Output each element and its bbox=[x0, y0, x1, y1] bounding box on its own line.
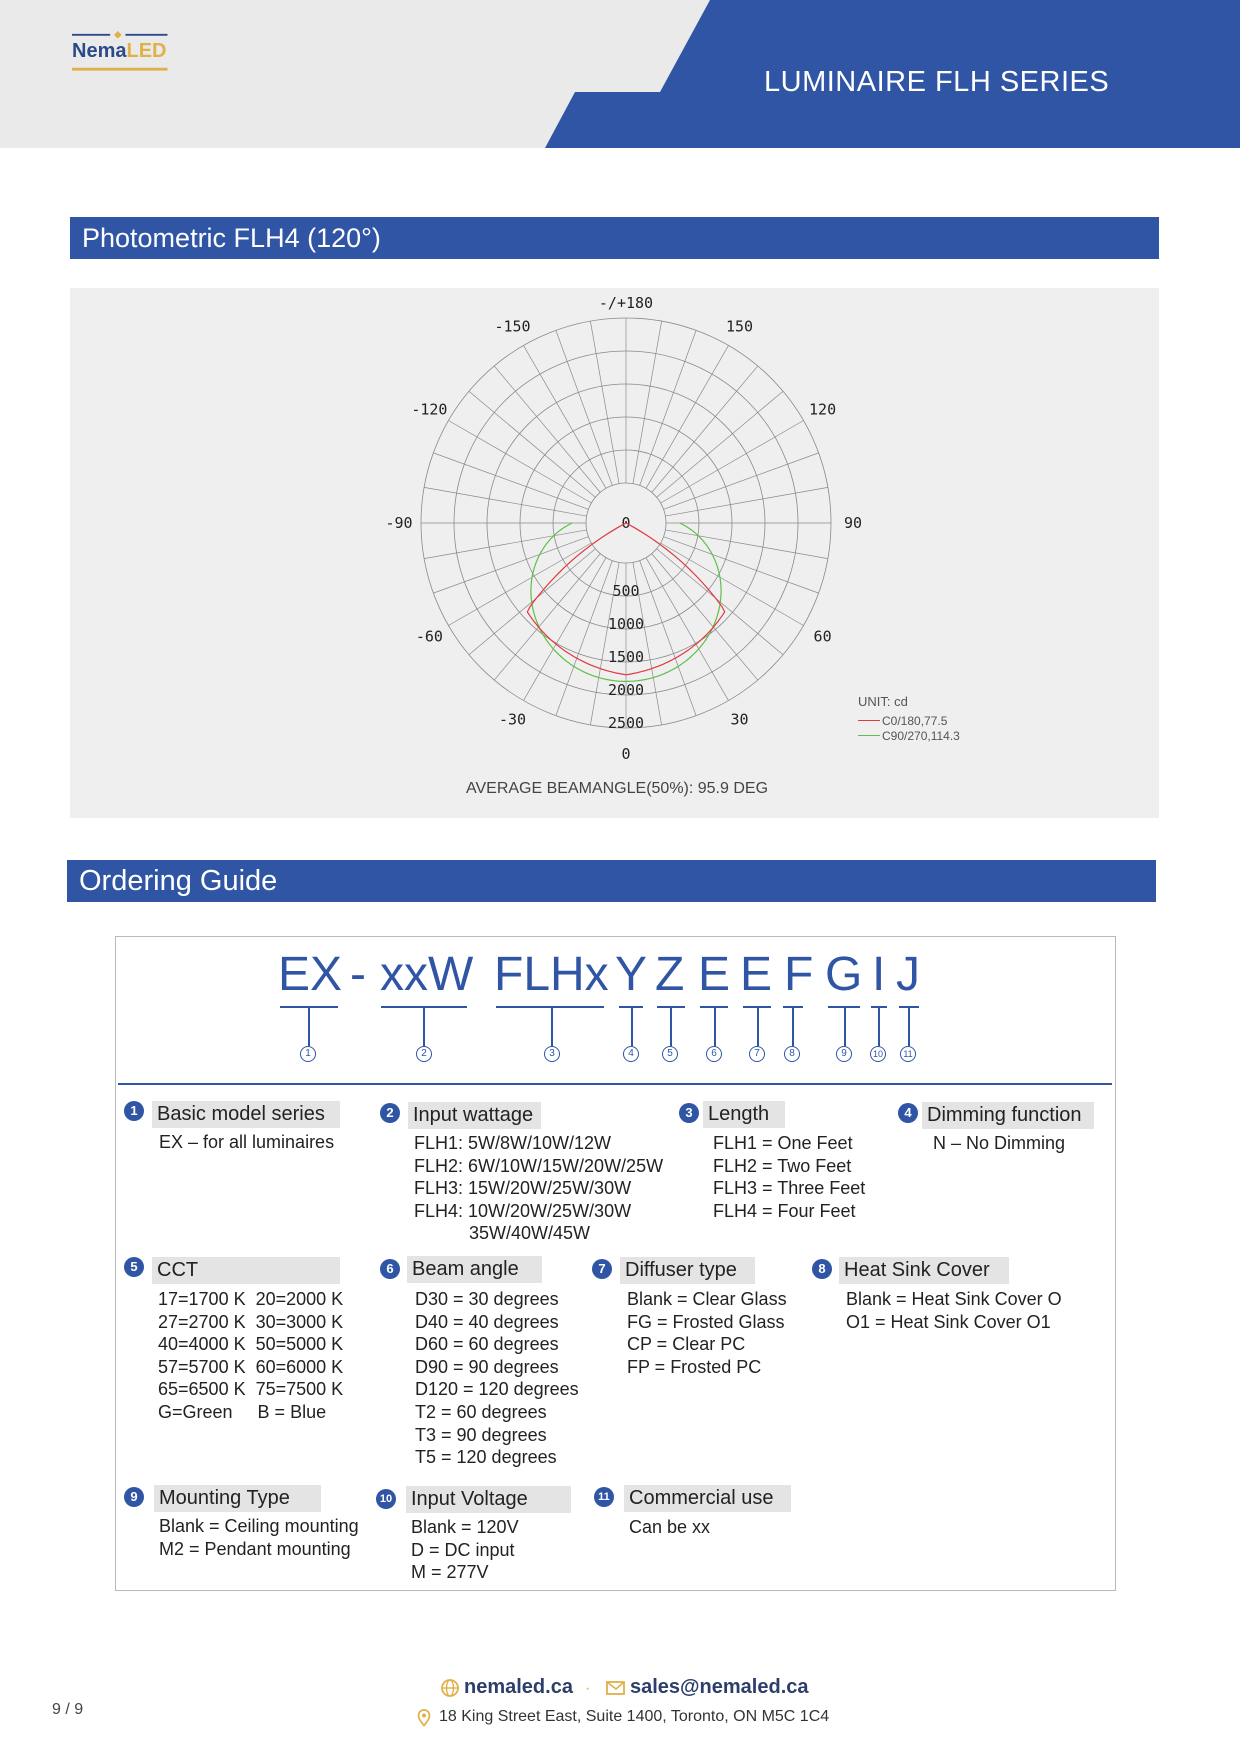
section-number-3: 3 bbox=[679, 1103, 699, 1123]
section-title-beam-angle: Beam angle bbox=[407, 1256, 542, 1283]
section-title-cct: CCT bbox=[152, 1257, 340, 1284]
section-number-11: 11 bbox=[594, 1487, 614, 1507]
polar-spoke bbox=[664, 453, 819, 509]
section-body-heat-sink: Blank = Heat Sink Cover O O1 = Heat Sink Cover O1 bbox=[846, 1289, 1062, 1332]
code-part-e1: E bbox=[698, 948, 731, 1001]
section-body-input-voltage: Blank = 120V D = DC input M = 277V bbox=[411, 1517, 519, 1583]
location-pin-icon bbox=[417, 1709, 431, 1727]
polar-photometric-diagram bbox=[370, 290, 880, 770]
code-marker-9: 9 bbox=[836, 1046, 852, 1062]
section-title-dimming: Dimming function bbox=[922, 1102, 1094, 1129]
code-part-i: I bbox=[872, 948, 886, 1001]
series-title: LUMINAIRE FLH SERIES bbox=[764, 66, 1110, 98]
polar-angle-label: 30 bbox=[730, 710, 749, 729]
section-body-basic-model: EX – for all luminaires bbox=[159, 1132, 335, 1152]
polar-spoke bbox=[640, 561, 696, 716]
ordering-separator bbox=[118, 1083, 1112, 1085]
code-tick-1 bbox=[308, 1006, 310, 1046]
section-body-diffuser: Blank = Clear Glass FG = Frosted Glass CP = Clear PC FP = Frosted PC bbox=[627, 1289, 787, 1377]
code-part-wattage: xxW bbox=[380, 948, 474, 1001]
polar-spoke bbox=[652, 554, 758, 680]
code-marker-10: 10 bbox=[870, 1046, 886, 1062]
polar-spoke bbox=[657, 391, 783, 497]
polar-spoke bbox=[469, 391, 595, 497]
code-tick-3 bbox=[551, 1006, 553, 1046]
code-marker-8: 8 bbox=[784, 1046, 800, 1062]
legend-unit: UNIT: cd bbox=[858, 694, 908, 709]
polar-angle-label: 150 bbox=[725, 317, 754, 336]
code-tick-7 bbox=[757, 1006, 759, 1046]
section-number-6: 6 bbox=[380, 1259, 400, 1279]
section-number-9: 9 bbox=[124, 1487, 144, 1507]
section-body-beam-angle: D30 = 30 degrees D40 = 40 degrees D60 = 60 degrees D90 = 90 degrees D120 = 120 degrees T2 = 60 degrees T3 = 90 degrees T5 = 120 degrees bbox=[415, 1289, 579, 1468]
website-link[interactable]: nemaled.ca bbox=[464, 1676, 573, 1698]
polar-angle-label: -60 bbox=[415, 627, 443, 646]
code-part-e2: E bbox=[740, 948, 773, 1001]
code-part-ex: EX bbox=[278, 948, 343, 1001]
polar-spoke bbox=[494, 366, 600, 492]
code-tick-11 bbox=[908, 1006, 910, 1046]
polar-radial-label: 0 bbox=[621, 514, 631, 532]
polar-spoke bbox=[424, 487, 586, 516]
code-part-y: Y bbox=[615, 948, 648, 1001]
page-number: 9 / 9 bbox=[52, 1701, 84, 1718]
section-number-5: 5 bbox=[124, 1257, 144, 1277]
mail-icon bbox=[606, 1680, 626, 1696]
code-marker-5: 5 bbox=[662, 1046, 678, 1062]
polar-spoke bbox=[640, 330, 696, 485]
ordering-title-bar: Ordering Guide bbox=[67, 860, 1156, 902]
polar-spoke bbox=[556, 561, 612, 716]
code-part-z: Z bbox=[655, 948, 685, 1001]
globe-icon bbox=[440, 1678, 460, 1698]
polar-angle-label: 90 bbox=[843, 514, 863, 532]
section-number-10: 10 bbox=[376, 1489, 396, 1509]
polar-spoke bbox=[433, 453, 588, 509]
code-marker-4: 4 bbox=[623, 1046, 639, 1062]
photometric-title-bar: Photometric FLH4 (120°) bbox=[70, 217, 1159, 259]
polar-radial-label: 2000 bbox=[607, 681, 645, 699]
address-text: 18 King Street East, Suite 1400, Toronto, ON M5C 1C4 bbox=[439, 1708, 830, 1725]
polar-radial-label: 500 bbox=[612, 582, 640, 600]
polar-spoke bbox=[556, 330, 612, 485]
code-marker-2: 2 bbox=[416, 1046, 432, 1062]
polar-angle-label: 60 bbox=[813, 627, 832, 646]
code-tick-5 bbox=[670, 1006, 672, 1046]
polar-spoke bbox=[665, 530, 827, 559]
polar-spoke bbox=[665, 487, 827, 516]
code-tick-2 bbox=[423, 1006, 425, 1046]
code-tick-9 bbox=[844, 1006, 846, 1046]
polar-spoke bbox=[424, 530, 586, 559]
code-part-f: F bbox=[784, 948, 814, 1001]
section-body-dimming: N – No Dimming bbox=[933, 1133, 1066, 1153]
code-part-g: G bbox=[825, 948, 863, 1001]
section-body-cct: 17=1700 K 20=2000 K 27=2700 K 30=3000 K 40=4000 K 50=5000 K 57=5700 K 60=6000 K 65=6500 K 75=7500 K G=Green B = Blue bbox=[158, 1289, 344, 1422]
section-title-basic-model: Basic model series bbox=[152, 1101, 340, 1128]
section-body-commercial: Can be xx bbox=[629, 1517, 711, 1537]
polar-spoke bbox=[664, 537, 819, 593]
footer-dot-separator: · bbox=[585, 1680, 591, 1697]
code-marker-6: 6 bbox=[706, 1046, 722, 1062]
polar-legend bbox=[858, 694, 960, 743]
section-title-length: Length bbox=[703, 1101, 785, 1128]
code-tick-4 bbox=[631, 1006, 633, 1046]
section-number-2: 2 bbox=[380, 1103, 400, 1123]
polar-angle-label: -150 bbox=[494, 317, 531, 336]
code-marker-7: 7 bbox=[749, 1046, 765, 1062]
code-marker-3: 3 bbox=[544, 1046, 560, 1062]
code-tick-8 bbox=[792, 1006, 794, 1046]
section-title-mounting: Mounting Type bbox=[154, 1485, 321, 1512]
polar-angle-label: -/+180 bbox=[598, 294, 654, 312]
section-number-1: 1 bbox=[124, 1101, 144, 1121]
polar-angle-label: -90 bbox=[385, 514, 413, 532]
section-number-8: 8 bbox=[812, 1259, 832, 1279]
section-title-input-voltage: Input Voltage bbox=[406, 1486, 571, 1513]
code-part-j: J bbox=[896, 948, 920, 1001]
code-marker-11: 11 bbox=[900, 1046, 916, 1062]
section-number-7: 7 bbox=[592, 1259, 612, 1279]
code-part-dash: - bbox=[350, 948, 366, 1001]
polar-spoke bbox=[433, 537, 588, 593]
polar-spoke bbox=[633, 321, 662, 483]
beam-angle-text: AVERAGE BEAMANGLE(50%): 95.9 DEG bbox=[465, 780, 769, 797]
code-marker-1: 1 bbox=[300, 1046, 316, 1062]
section-body-mounting: Blank = Ceiling mounting M2 = Pendant mounting bbox=[159, 1516, 359, 1559]
section-body-input-wattage: FLH1: 5W/8W/10W/12W FLH2: 6W/10W/15W/20W/25W FLH3: 15W/20W/25W/30W FLH4: 10W/20W/25W/30W 35W/40W/45W bbox=[414, 1133, 664, 1244]
legend-c90: C90/270,114.3 bbox=[858, 728, 960, 743]
polar-spoke bbox=[494, 554, 600, 680]
polar-angle-label: 120 bbox=[809, 400, 837, 419]
logo-text: NemaLED bbox=[72, 40, 167, 62]
code-part-length: FLHx bbox=[494, 948, 609, 1001]
polar-spoke bbox=[652, 366, 758, 492]
polar-angle-label: -120 bbox=[411, 400, 448, 419]
polar-radial-label: 1500 bbox=[607, 648, 645, 666]
section-title-diffuser: Diffuser type bbox=[620, 1257, 755, 1284]
code-tick-10 bbox=[878, 1006, 880, 1046]
section-body-length: FLH1 = One Feet FLH2 = Two Feet FLH3 = Three Feet FLH4 = Four Feet bbox=[713, 1133, 866, 1221]
section-number-4: 4 bbox=[898, 1103, 918, 1123]
code-underline-3 bbox=[496, 1006, 604, 1008]
legend-c0: C0/180,77.5 bbox=[858, 713, 960, 728]
section-title-commercial: Commercial use bbox=[624, 1485, 791, 1512]
code-tick-6 bbox=[714, 1006, 716, 1046]
polar-spoke bbox=[590, 321, 619, 483]
polar-angle-label: -30 bbox=[498, 710, 527, 729]
polar-bottom-zero-label: 0 bbox=[621, 745, 631, 763]
polar-radial-label: 2500 bbox=[607, 714, 645, 732]
section-title-input-wattage: Input wattage bbox=[408, 1102, 541, 1129]
section-title-heat-sink: Heat Sink Cover bbox=[839, 1257, 1009, 1284]
polar-radial-label: 1000 bbox=[607, 615, 645, 633]
email-link[interactable]: sales@nemaled.ca bbox=[630, 1676, 809, 1698]
